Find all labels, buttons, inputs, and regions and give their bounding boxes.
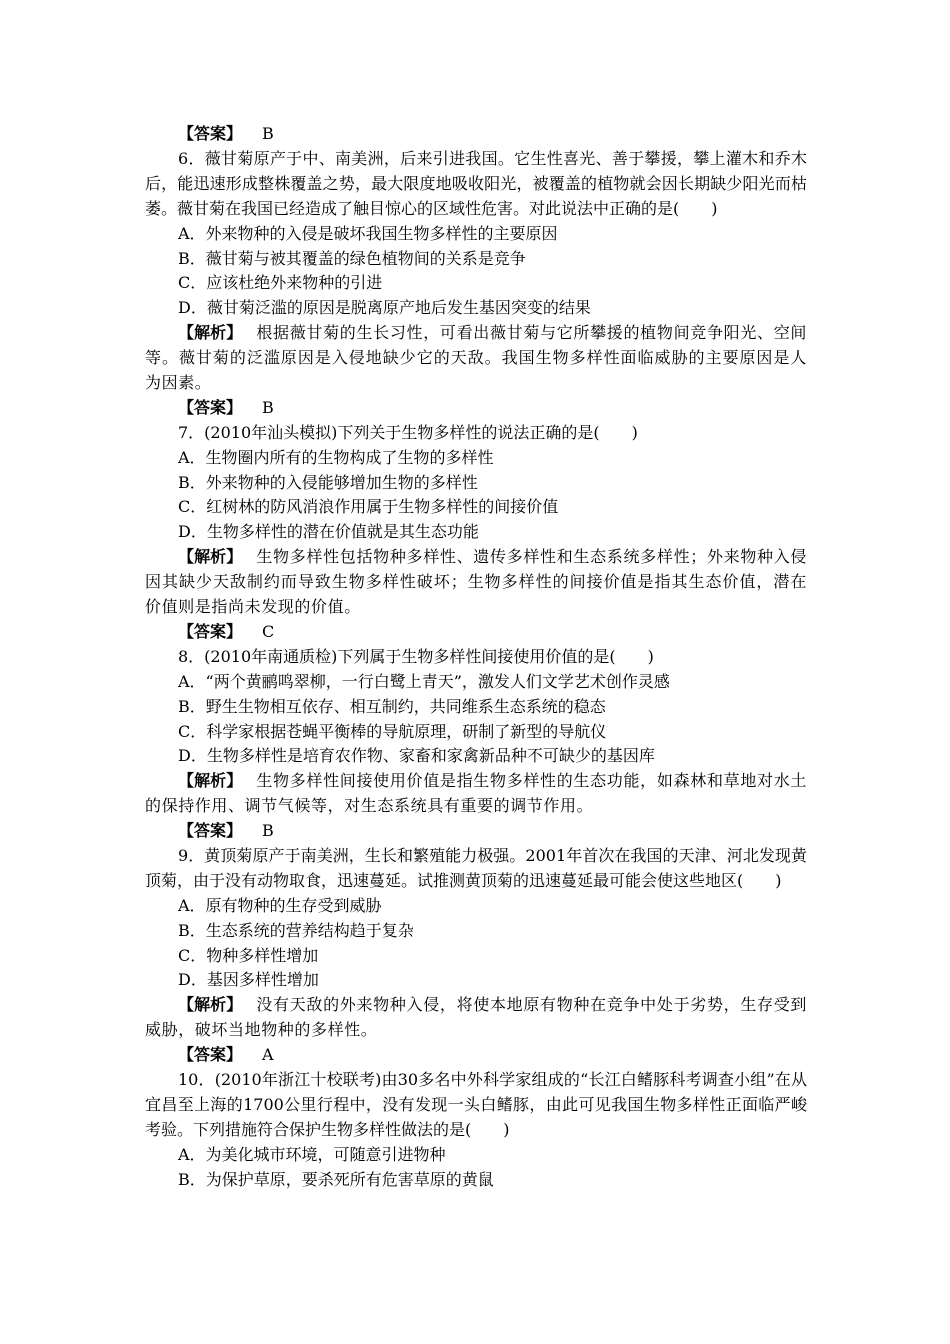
explanation <box>145 321 807 396</box>
answer-line <box>145 396 807 421</box>
explanation-text: 根据薇甘菊的生长习性，可看出薇甘菊与它所攀援的植物间竞争阳光、空间等。薇甘菊的泛滥原因是入侵地缺少它的天敌。我国生物多样性面临威胁的主要原因是人为因素。 <box>145 323 807 392</box>
explanation <box>145 545 807 620</box>
option-b: B．生态系统的营养结构趋于复杂 <box>178 920 414 940</box>
answer-value: B <box>262 124 274 143</box>
question-7: 7．(2010年汕头模拟)下列关于生物多样性的说法正确的是( ) <box>178 422 638 442</box>
explanation-text: 没有天敌的外来物种入侵，将使本地原有物种在竞争中处于劣势，生存受到威胁，破坏当地物种的多样性。 <box>145 995 807 1040</box>
answer-label: 【答案】 <box>178 124 243 143</box>
option-c: C．科学家根据苍蝇平衡棒的导航原理，研制了新型的导航仪 <box>178 721 607 741</box>
answer-value: B <box>262 821 274 841</box>
explanation-label: 【解析】 <box>178 995 243 1015</box>
option-a: A．为美化城市环境，可随意引进物种 <box>178 1144 446 1164</box>
answer-label: 【答案】 <box>178 397 243 417</box>
option-d: D．基因多样性增加 <box>178 970 319 990</box>
explanation-label: 【解析】 <box>178 323 243 343</box>
explanation-text: 生物多样性间接使用价值是指生物多样性的生态功能，如森林和草地对水土的保持作用、调节气候等，对生态系统具有重要的调节作用。 <box>145 771 807 816</box>
answer-label: 【答案】 <box>178 621 243 641</box>
question-10: 10．(2010年浙江十校联考)由30多名中外科学家组成的“长江白鳍豚科考调查小组”在从宜昌至上海的1700公里行程中，没有发现一头白鳍豚，由此可见我国生物多样性正面临严峻考验。下列措施符合保护生物多样性做法的是( ) <box>145 1070 807 1139</box>
answer-line <box>145 819 807 844</box>
answer-label: 【答案】 <box>178 1045 243 1065</box>
option-b: B．薇甘菊与被其覆盖的绿色植物间的关系是竞争 <box>178 248 526 268</box>
question-9: 9．黄顶菊原产于南美洲，生长和繁殖能力极强。2001年首次在我国的天津、河北发现黄顶菊，由于没有动物取食，迅速蔓延。试推测黄顶菊的迅速蔓延最可能会使这些地区( ) <box>145 846 807 890</box>
option-d: D．生物多样性的潜在价值就是其生态功能 <box>178 522 479 542</box>
option-a: A．生物圈内所有的生物构成了生物的多样性 <box>178 447 494 467</box>
option-c: C．应该杜绝外来物种的引进 <box>178 273 383 293</box>
explanation-text: 生物多样性包括物种多样性、遗传多样性和生态系统多样性；外来物种入侵因其缺少天敌制约而导致生物多样性破坏；生物多样性的间接价值是指其生态价值，潜在价值则是指尚未发现的价值。 <box>145 547 807 617</box>
answer-line <box>145 620 807 645</box>
answer-line <box>145 1043 807 1068</box>
option-b: B．野生生物相互依存、相互制约，共同维系生态系统的稳态 <box>178 696 606 716</box>
explanation <box>145 769 807 819</box>
option-b: B．为保护草原，要杀死所有危害草原的黄鼠 <box>178 1169 494 1189</box>
explanation-label: 【解析】 <box>178 547 243 567</box>
answer-value: A <box>262 1045 274 1065</box>
option-c: C．物种多样性增加 <box>178 945 319 965</box>
question-8: 8．(2010年南通质检)下列属于生物多样性间接使用价值的是( ) <box>178 646 654 666</box>
option-a: A．外来物种的入侵是破坏我国生物多样性的主要原因 <box>178 223 558 243</box>
option-d: D．生物多样性是培育农作物、家畜和家禽新品种不可缺少的基因库 <box>178 746 655 766</box>
question-6: 6．薇甘菊原产于中、南美洲，后来引进我国。它生性喜光、善于攀援，攀上灌木和乔木后，能迅速形成整株覆盖之势，最大限度地吸收阳光，被覆盖的植物就会因长期缺少阳光而枯萎。薇甘菊在我国已经造成了触目惊心的区域性危害。对此说法中正确的是( ) <box>145 148 807 218</box>
answer-value: B <box>262 397 274 417</box>
answer-line <box>145 122 807 147</box>
option-a: A．原有物种的生存受到威胁 <box>178 895 382 915</box>
option-c: C．红树林的防风消浪作用属于生物多样性的间接价值 <box>178 497 559 517</box>
option-b: B．外来物种的入侵能够增加生物的多样性 <box>178 472 478 492</box>
option-a: A．“两个黄鹂鸣翠柳，一行白鹭上青天”，激发人们文学艺术创作灵感 <box>178 671 670 691</box>
answer-value: C <box>262 621 275 641</box>
option-d: D．薇甘菊泛滥的原因是脱离原产地后发生基因突变的结果 <box>178 298 591 318</box>
answer-label: 【答案】 <box>178 821 243 841</box>
explanation <box>145 993 807 1043</box>
explanation-label: 【解析】 <box>178 771 243 791</box>
document-page <box>145 122 807 1193</box>
